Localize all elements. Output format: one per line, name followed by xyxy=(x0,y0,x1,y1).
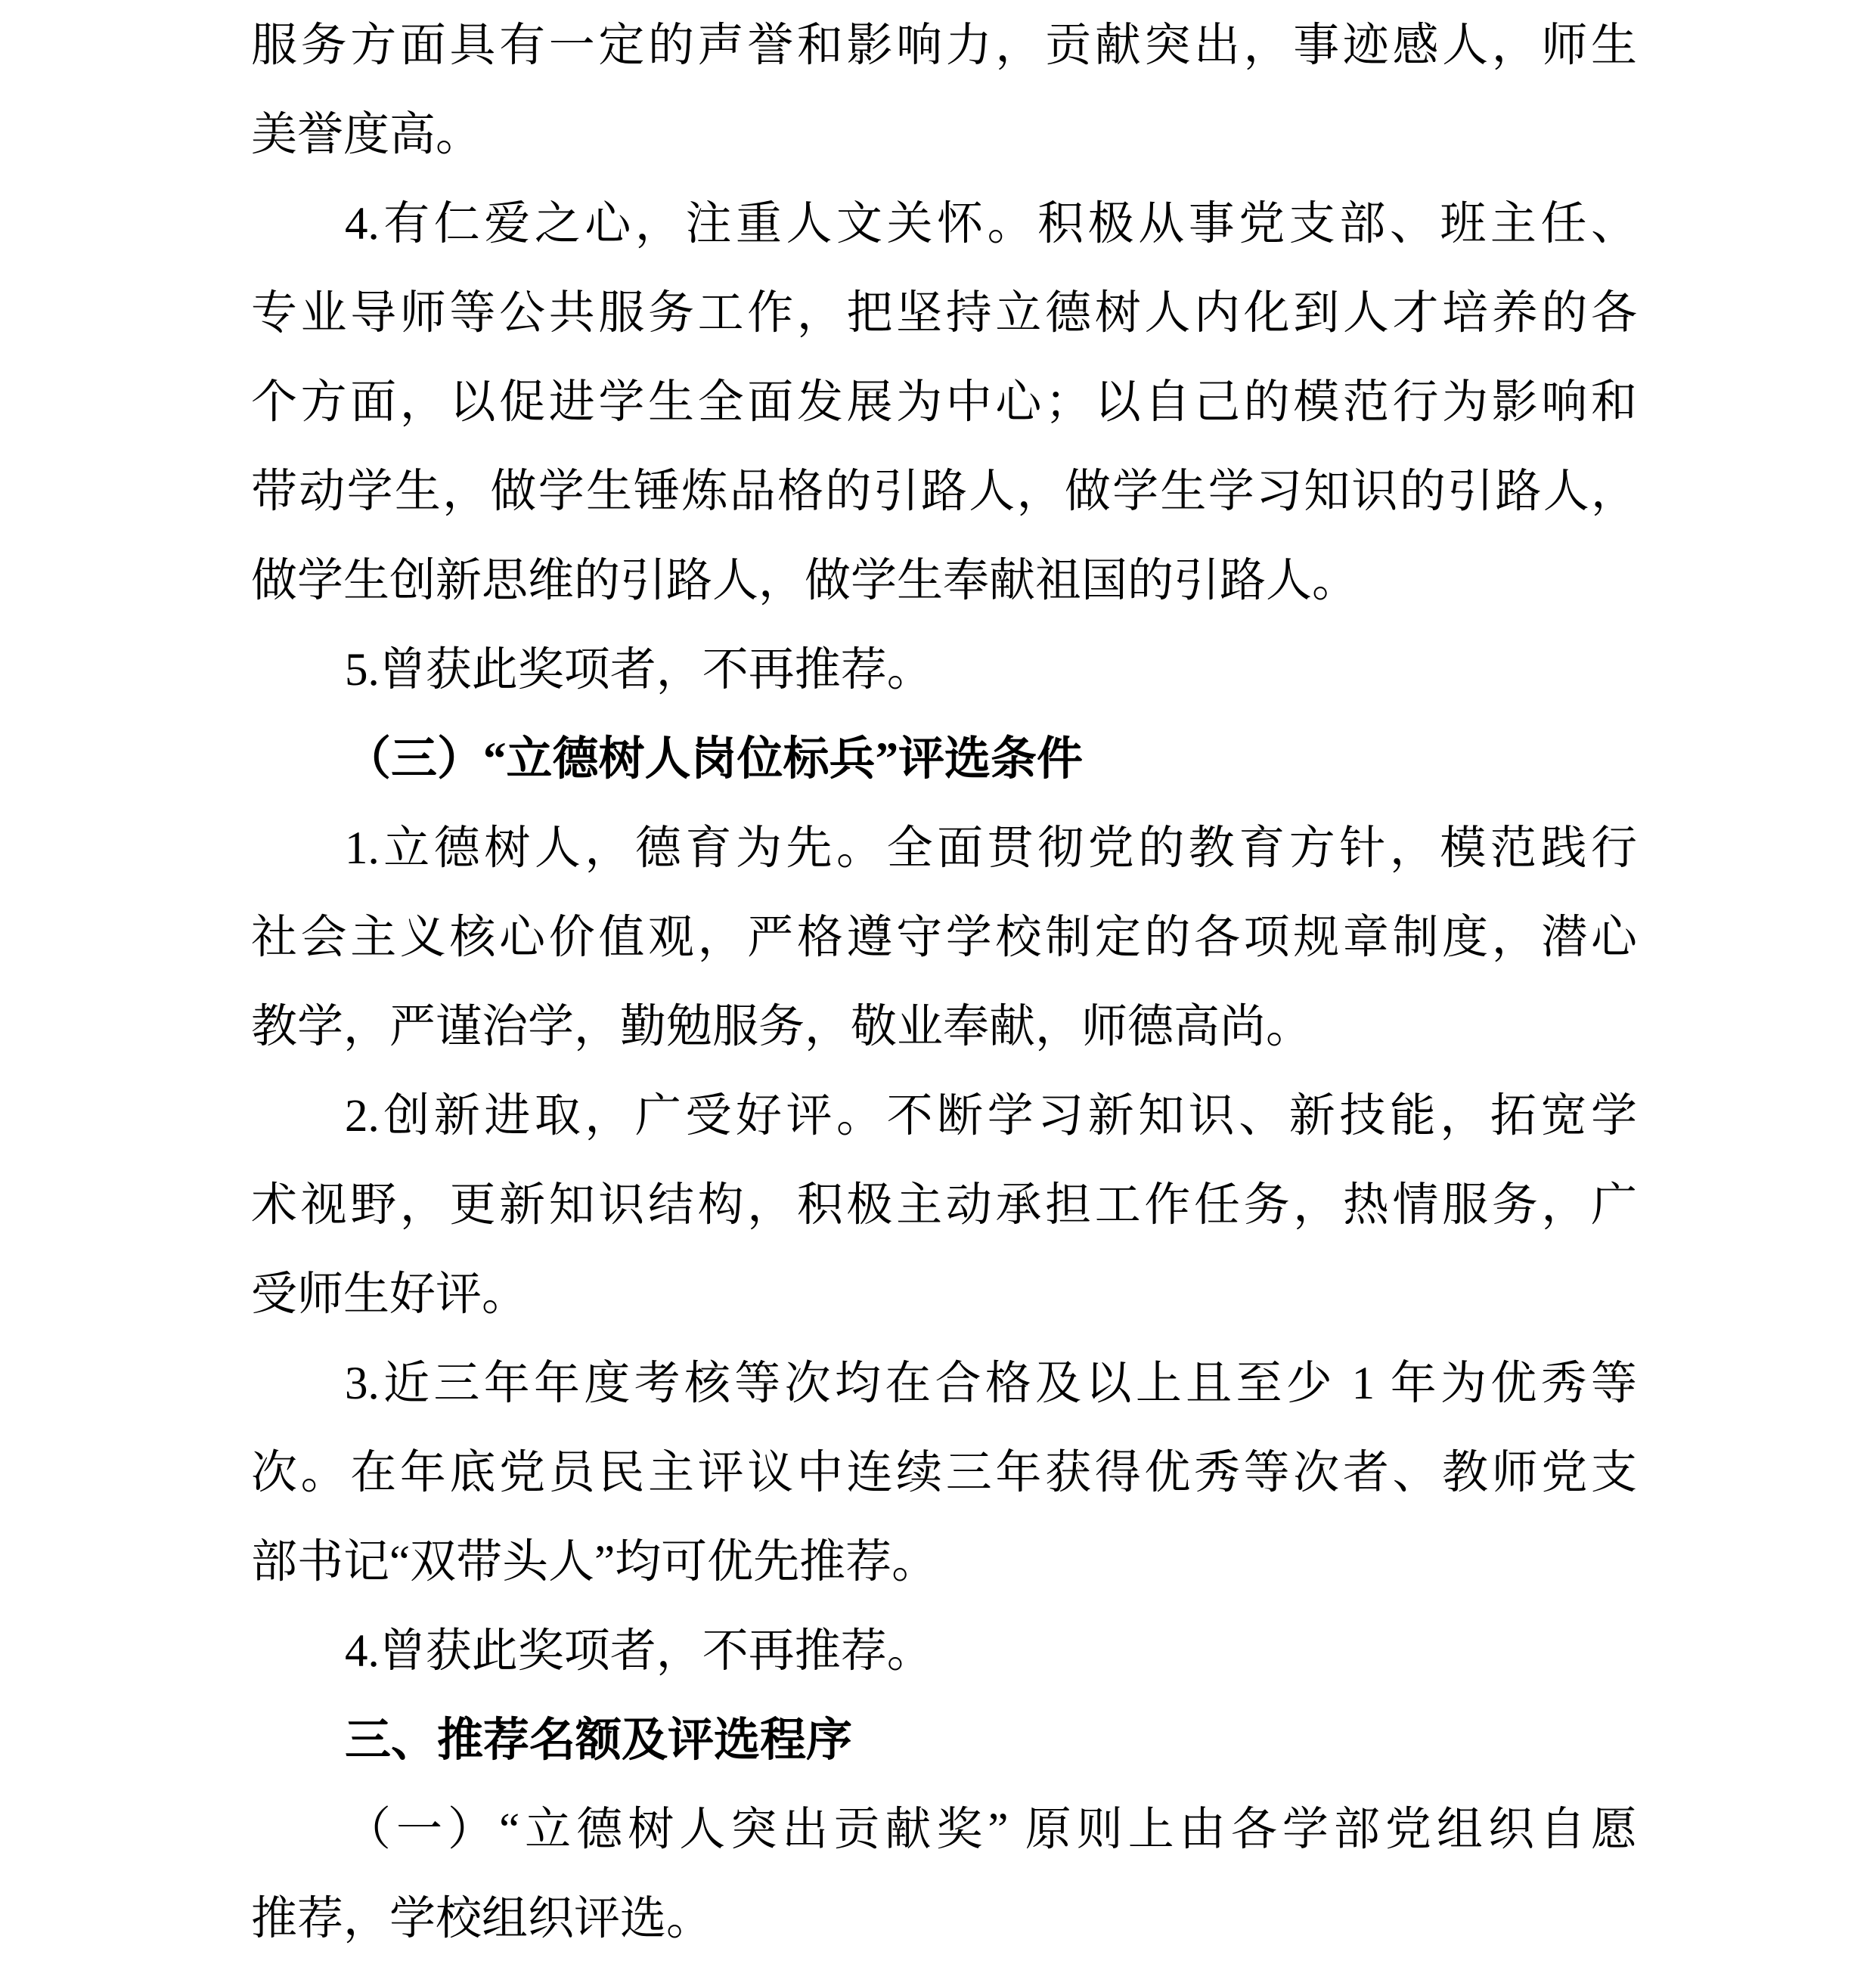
section-heading: 三、推荐名额及评选程序 xyxy=(345,1715,853,1766)
text-line: 术视野，更新知识结构，积极主动承担工作任务，热情服务，广 xyxy=(251,1180,1637,1231)
text-line: 带动学生，做学生锤炼品格的引路人，做学生学习知识的引路人， xyxy=(251,466,1637,517)
text-line: 服务方面具有一定的声誉和影响力，贡献突出，事迹感人，师生 xyxy=(251,20,1637,71)
text-line: 做学生创新思维的引路人，做学生奉献祖国的引路人。 xyxy=(251,556,1359,606)
text-line: 专业导师等公共服务工作，把坚持立德树人内化到人才培养的各 xyxy=(251,288,1637,339)
text-line: 2.创新进取，广受好评。不断学习新知识、新技能，拓宽学 xyxy=(345,1091,1637,1142)
text-line: 部书记“双带头人”均可优先推荐。 xyxy=(251,1537,938,1588)
text-line: 4.曾获此奖项者，不再推荐。 xyxy=(345,1626,933,1677)
text-line: 美誉度高。 xyxy=(251,110,482,160)
text-line: 5.曾获此奖项者，不再推荐。 xyxy=(345,645,933,695)
text-line: 4.有仁爱之心，注重人文关怀。积极从事党支部、班主任、 xyxy=(345,199,1637,249)
text-line: 社会主义核心价值观，严格遵守学校制定的各项规章制度，潜心 xyxy=(251,912,1637,963)
text-line: 3.近三年年度考核等次均在合格及以上且至少 1 年为优秀等 xyxy=(345,1358,1637,1409)
text-line: 受师生好评。 xyxy=(251,1269,529,1320)
text-line: 教学，严谨治学，勤勉服务，敬业奉献，师德高尚。 xyxy=(251,1002,1313,1052)
section-heading: （三）“立德树人岗位标兵”评选条件 xyxy=(345,734,1084,785)
text-line: 次。在年底党员民主评议中连续三年获得优秀等次者、教师党支 xyxy=(251,1448,1637,1498)
text-line: 1.立德树人，德育为先。全面贯彻党的教育方针，模范践行 xyxy=(345,823,1637,874)
text-line: 个方面，以促进学生全面发展为中心；以自己的模范行为影响和 xyxy=(251,377,1637,428)
text-line: 推荐，学校组织评选。 xyxy=(251,1894,713,1944)
text-line: （一）“立德树人突出贡献奖” 原则上由各学部党组织自愿 xyxy=(345,1804,1637,1855)
document-body xyxy=(0,2,1876,1964)
